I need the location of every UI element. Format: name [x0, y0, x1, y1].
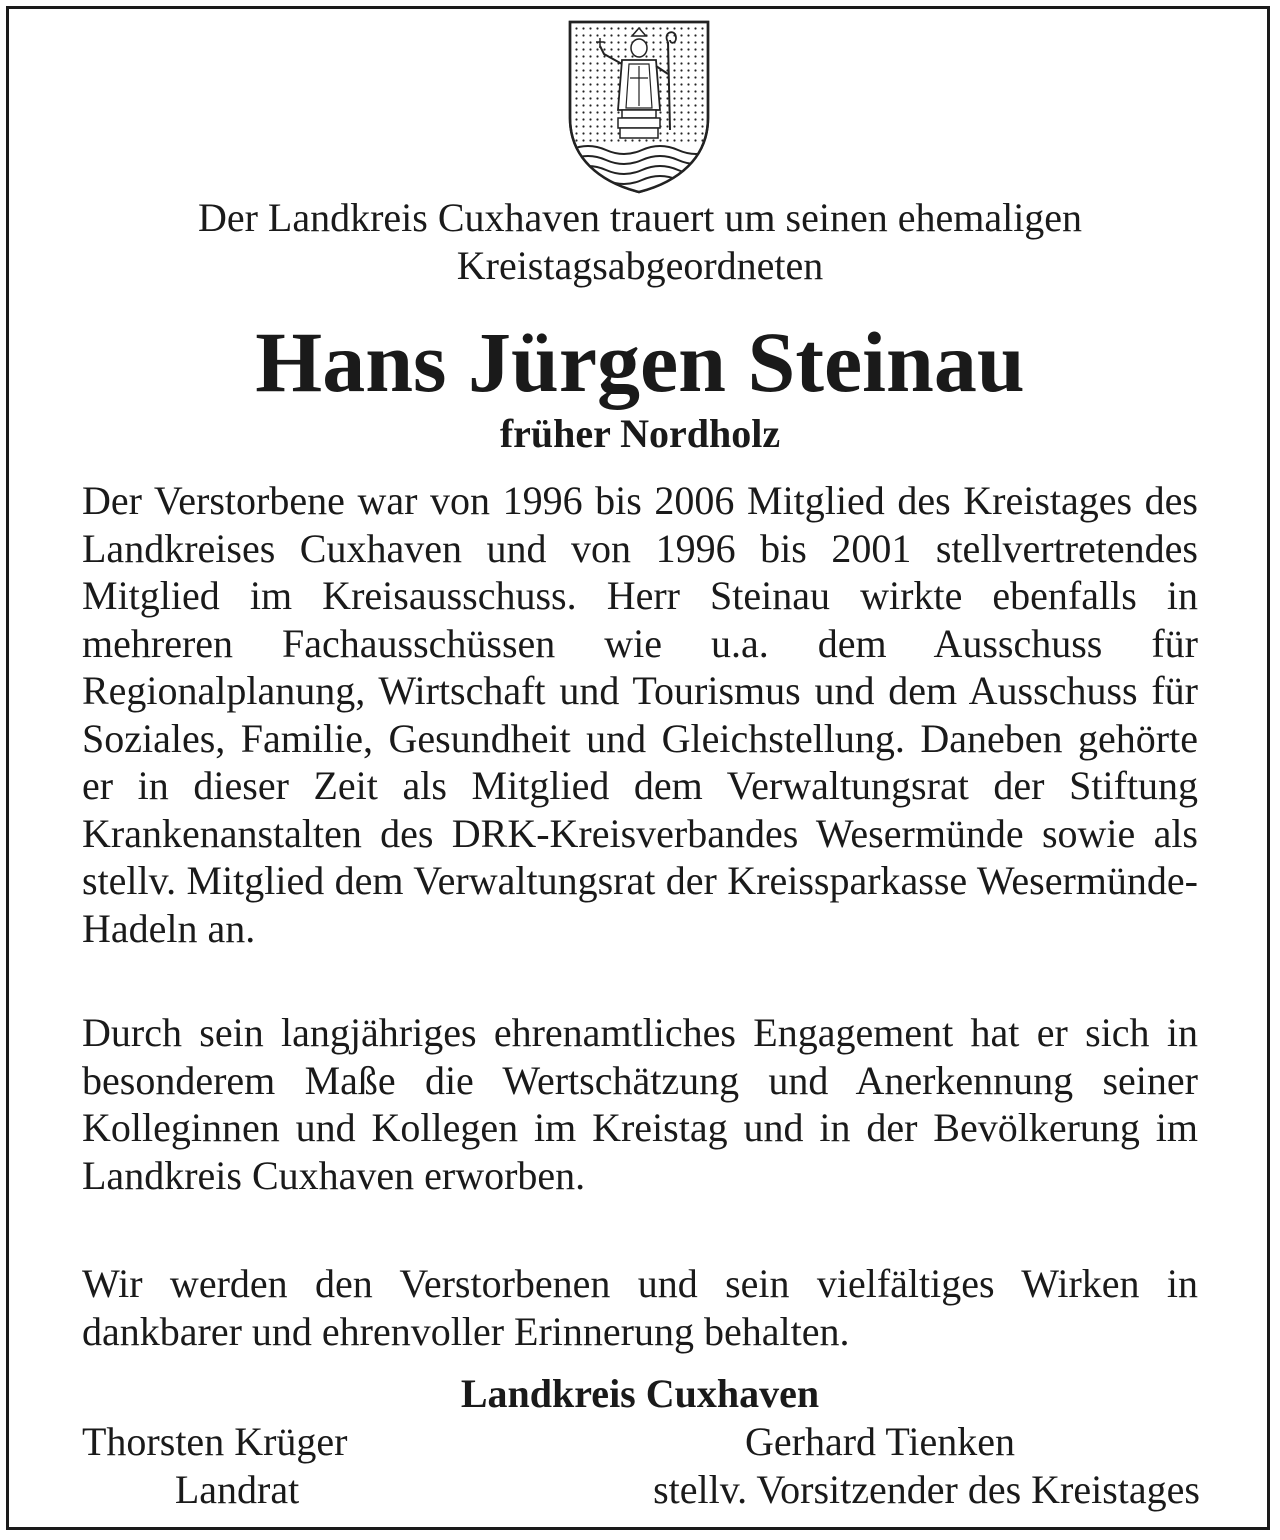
deceased-name: Hans Jürgen Steinau — [255, 314, 1025, 410]
intro-text — [60, 194, 1220, 290]
intro-line-2: Kreistagsabgeordneten — [456, 243, 824, 288]
signatory-left-name: Thorsten Krüger — [82, 1419, 348, 1464]
signature-organization: Landkreis Cuxhaven — [460, 1371, 820, 1416]
signatory-right-role: stellv. Vorsitzender des Kreistages — [653, 1467, 1200, 1512]
former-residence: früher Nordholz — [499, 411, 781, 456]
signatory-right-name: Gerhard Tienken — [745, 1419, 1015, 1464]
body-paragraph-2: Durch sein langjähriges ehrenamtliches Engagement hat er sich in besonderem Maße die Wertschätzung und Anerkennung seiner Kolleginnen und Kollegen im Kreistag und in der Bevölkerung im Landkreis Cuxhaven erworben. — [82, 1010, 1198, 1198]
coat-of-arms-icon — [566, 18, 712, 194]
signatory-left-role: Landrat — [174, 1467, 300, 1512]
body-paragraph-3: Wir werden den Verstorbenen und sein vielfältiges Wirken in dankbarer und ehrenvoller Erinnerung behalten. — [82, 1261, 1198, 1354]
intro-line-1: Der Landkreis Cuxhaven trauert um seinen ehemaligen — [197, 195, 1083, 240]
body-paragraph-1: Der Verstorbene war von 1996 bis 2006 Mitglied des Kreistages des Landkreises Cuxhaven und von 1996 bis 2001 stellvertretendes Mitglied im Kreisausschuss. Herr Steinau wirkte ebenfalls in mehreren Fachausschüssen wie u.a. dem Ausschuss für Regionalplanung, Wirtschaft und Tourismus und dem Ausschuss für Soziales, Familie, Gesundheit und Gleichstellung. Daneben gehörte er in dieser Zeit als Mitglied dem Verwaltungsrat der Stiftung Krankenanstalten des DRK-Kreisverbandes Wesermünde sowie als stellv. Mitglied dem Verwaltungsrat der Kreissparkasse Wesermünde-Hadeln an. — [82, 478, 1198, 951]
